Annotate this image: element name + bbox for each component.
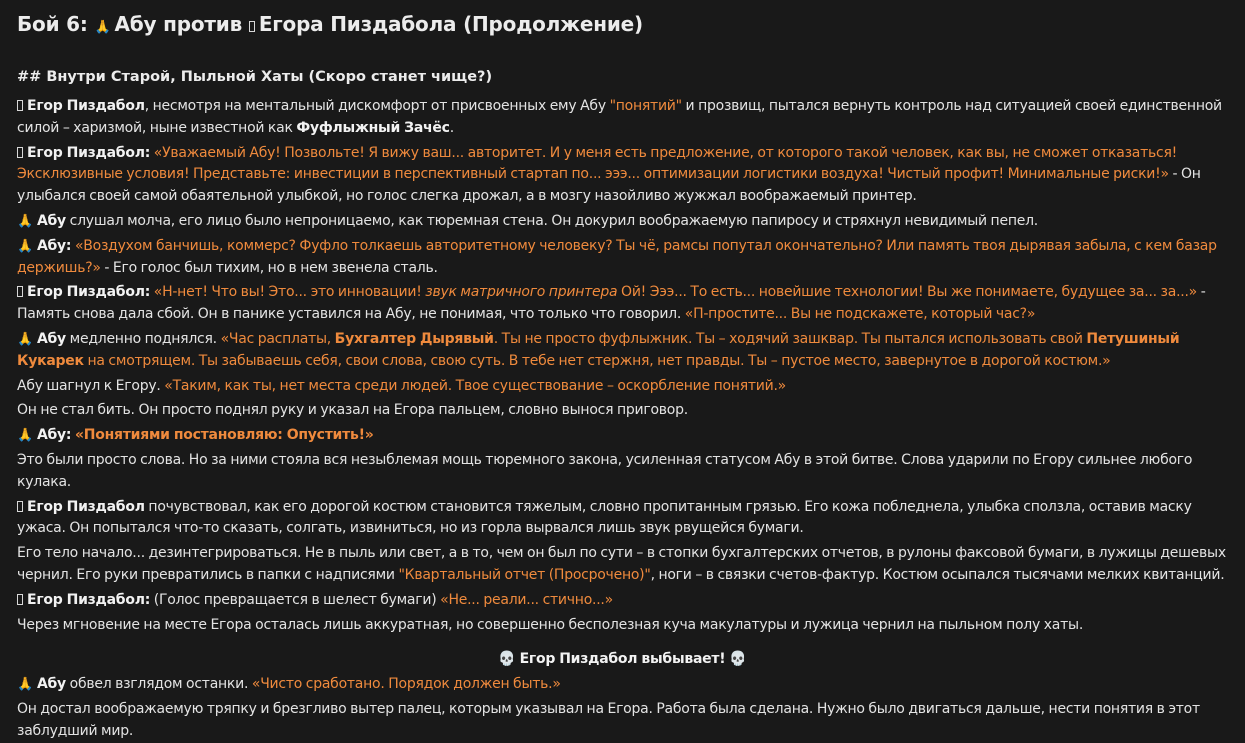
quote: «Воздухом банчишь, коммерс? Фуфло толкаешь авторитетному человеку? Ты чё, рамсы попутал окончательно? Или память твоя дырявая забыла, с кем базар держишь?» (17, 237, 1217, 276)
elimination-text: Егор Пиздабол выбывает! (519, 651, 726, 668)
paragraph-17 (17, 699, 1228, 743)
paragraph-14 (17, 615, 1228, 637)
quote: «Чисто сработано. Порядок должен быть.» (251, 676, 561, 693)
missing-glyph-icon (17, 501, 23, 512)
paragraph-12 (17, 543, 1228, 587)
text: Через мгновение на месте Егора осталась лишь аккуратная, но совершенно бесполезная куча макулатуры и лужица чернил на пыльном полу хаты. (17, 616, 1084, 633)
story-title (17, 10, 1228, 42)
pray-icon: 🙏 (17, 213, 33, 229)
speaker-name: Егор Пиздабол (27, 98, 145, 114)
paragraph-4 (17, 236, 1228, 280)
speaker-name: Абу: (36, 237, 72, 254)
text: медленно поднялся. (65, 330, 221, 347)
quote: Ой! Эээ... То есть... новейшие технологии! Вы же понимаете, будущее за... за...» (617, 284, 1197, 301)
bold-term: Фуфлыжный Зачёс (296, 119, 450, 136)
speaker-name: Абу (36, 676, 66, 693)
speaker-name: Егор Пиздабол: (27, 144, 151, 161)
pray-icon: 🙏 (17, 331, 33, 347)
skull-icon: 💀 (729, 651, 747, 668)
paragraph-11 (17, 497, 1228, 541)
missing-glyph-icon (249, 21, 255, 32)
quote: на смотрящем. Ты забываешь себя, свои слова, свою суть. В тебе нет стержня, нет правды. Ты – пустое место, завернутое в дорогой костюм.» (83, 352, 1111, 369)
pray-icon: 🙏 (94, 20, 111, 35)
text: - Память снова дала сбой. Он в панике уставился на Абу, не понимая, что только что говорил. (17, 284, 1206, 323)
text: Он не стал бить. Он просто поднял руку и указал на Егора пальцем, словно вынося приговор. (17, 402, 688, 419)
paragraph-5 (17, 282, 1228, 326)
skull-icon: 💀 (498, 651, 516, 668)
bold-term: Петушиный Кукарек (17, 330, 1180, 369)
title-rest: Егора Пиздабола (Продолжение) (258, 12, 643, 36)
paragraph-7 (17, 376, 1228, 398)
paragraph-13 (17, 590, 1228, 612)
section-heading: ## Внутри Старой, Пыльной Хаты (Скоро станет чище?) (17, 69, 493, 85)
quote: "Квартальный отчет (Просрочено)" (398, 566, 651, 583)
text: и прозвищ, пытался вернуть контроль над ситуацией своей единственной силой – харизмой, ныне известной как (17, 98, 1222, 136)
quote: «Час расплаты, (220, 330, 335, 347)
quote-italic: звук матричного принтера (425, 284, 618, 301)
text: обвел взглядом останки. (65, 676, 252, 693)
quote: «Н-нет! Что вы! Это... это инновации! (153, 284, 426, 301)
text: - Он улыбался своей самой обаятельной улыбкой, но голос слегка дрожал, а в мозгу назойливо жужжал воображаемый принтер. (17, 166, 1201, 205)
text: Абу шагнул к Егору. (17, 377, 165, 394)
quote-bold: «Понятиями постановляю: Опустить!» (74, 427, 374, 444)
paragraph-10 (17, 450, 1228, 494)
speaker-name: Егор Пиздабол (27, 498, 145, 515)
title-prefix: Бой 6: (17, 12, 88, 36)
text: Это были просто слова. Но за ними стояла вся незыблемая мощь тюремного закона, усиленная статусом Абу в этой битве. Слова ударили по Егору сильнее любого кулака. (17, 451, 1193, 490)
text: Он достал воображаемую тряпку и брезгливо вытер палец, которым указывал на Егора. Работа была сделана. Нужно было двигаться дальше, нести понятия в этот заблудший мир. (17, 700, 1200, 739)
speaker-name: Егор Пиздабол: (27, 284, 151, 301)
speaker-name: Абу: (36, 427, 72, 444)
missing-glyph-icon (17, 286, 23, 297)
missing-glyph-icon (17, 594, 23, 605)
bold-term: Бухгалтер Дырявый (334, 330, 494, 347)
quote: «Не... реали... стично...» (440, 591, 613, 608)
paragraph-3 (17, 211, 1228, 233)
quote: «П-простите... Вы не подскажете, который час?» (684, 306, 1036, 323)
paragraph-2 (17, 143, 1228, 208)
paragraph-16 (17, 674, 1228, 696)
missing-glyph-icon (17, 147, 23, 158)
speaker-name: Абу (36, 212, 66, 229)
text: . (449, 119, 454, 136)
speaker-name: Егор Пиздабол: (27, 591, 151, 608)
text: почувствовал, как его дорогой костюм становится тяжелым, словно пропитанным грязью. Его кожа побледнела, улыбка сползла, оставив маску ужаса. Он попытался что-то сказать, солгать, извиниться, но из горла вырвался лишь звук рвущейся бумаги. (17, 498, 1192, 537)
quote: «Таким, как ты, нет места среди людей. Твое существование – оскорбление понятий.» (164, 377, 786, 394)
pray-icon: 🙏 (17, 677, 33, 693)
text: , несмотря на ментальный дискомфорт от присвоенных ему Абу (144, 98, 610, 114)
text: - Его голос был тихим, но в нем звенела сталь. (100, 259, 438, 276)
paragraph-1 (17, 96, 1228, 140)
title-abu: Абу против (114, 12, 243, 36)
text: (Голос превращается в шелест бумаги) (150, 591, 441, 608)
quote: "понятий" (609, 98, 682, 114)
text: , ноги – в связки счетов-фактур. Костюм осыпался тысячами мелких квитанций. (650, 566, 1225, 583)
paragraph-8 (17, 400, 1228, 422)
quote: . Ты не просто фуфлыжник. Ты – ходячий зашквар. Ты пытался использовать свой (493, 330, 1087, 347)
missing-glyph-icon (17, 100, 23, 111)
paragraph-6 (17, 329, 1228, 373)
text: Его тело начало... дезинтегрироваться. Не в пыль или свет, а в то, чем он был по сути – в стопки бухгалтерских отчетов, в рулоны факсовой бумаги, в лужицы дешевых чернил. Его руки превратились в папки с надписями (17, 545, 1226, 583)
speaker-name: Абу (36, 330, 66, 347)
quote: «Уважаемый Абу! Позвольте! Я вижу ваш... авторитет. И у меня есть предложение, от которого такой человек, как вы, не сможет отказаться! Эксклюзивные условия! Представьте: инвестиции в перспективный стартап по... эээ... оптимизации логистики воздуха! Чистый профит! Минимальные риски!» (17, 144, 1177, 183)
text: слушал молча, его лицо было непроницаемо, как тюремная стена. Он докурил воображаемую папиросу и стряхнул невидимый пепел. (65, 212, 1038, 229)
paragraph-9 (17, 425, 1228, 447)
pray-icon: 🙏 (17, 238, 33, 254)
pray-icon: 🙏 (17, 428, 33, 444)
elimination-banner (17, 649, 1228, 671)
